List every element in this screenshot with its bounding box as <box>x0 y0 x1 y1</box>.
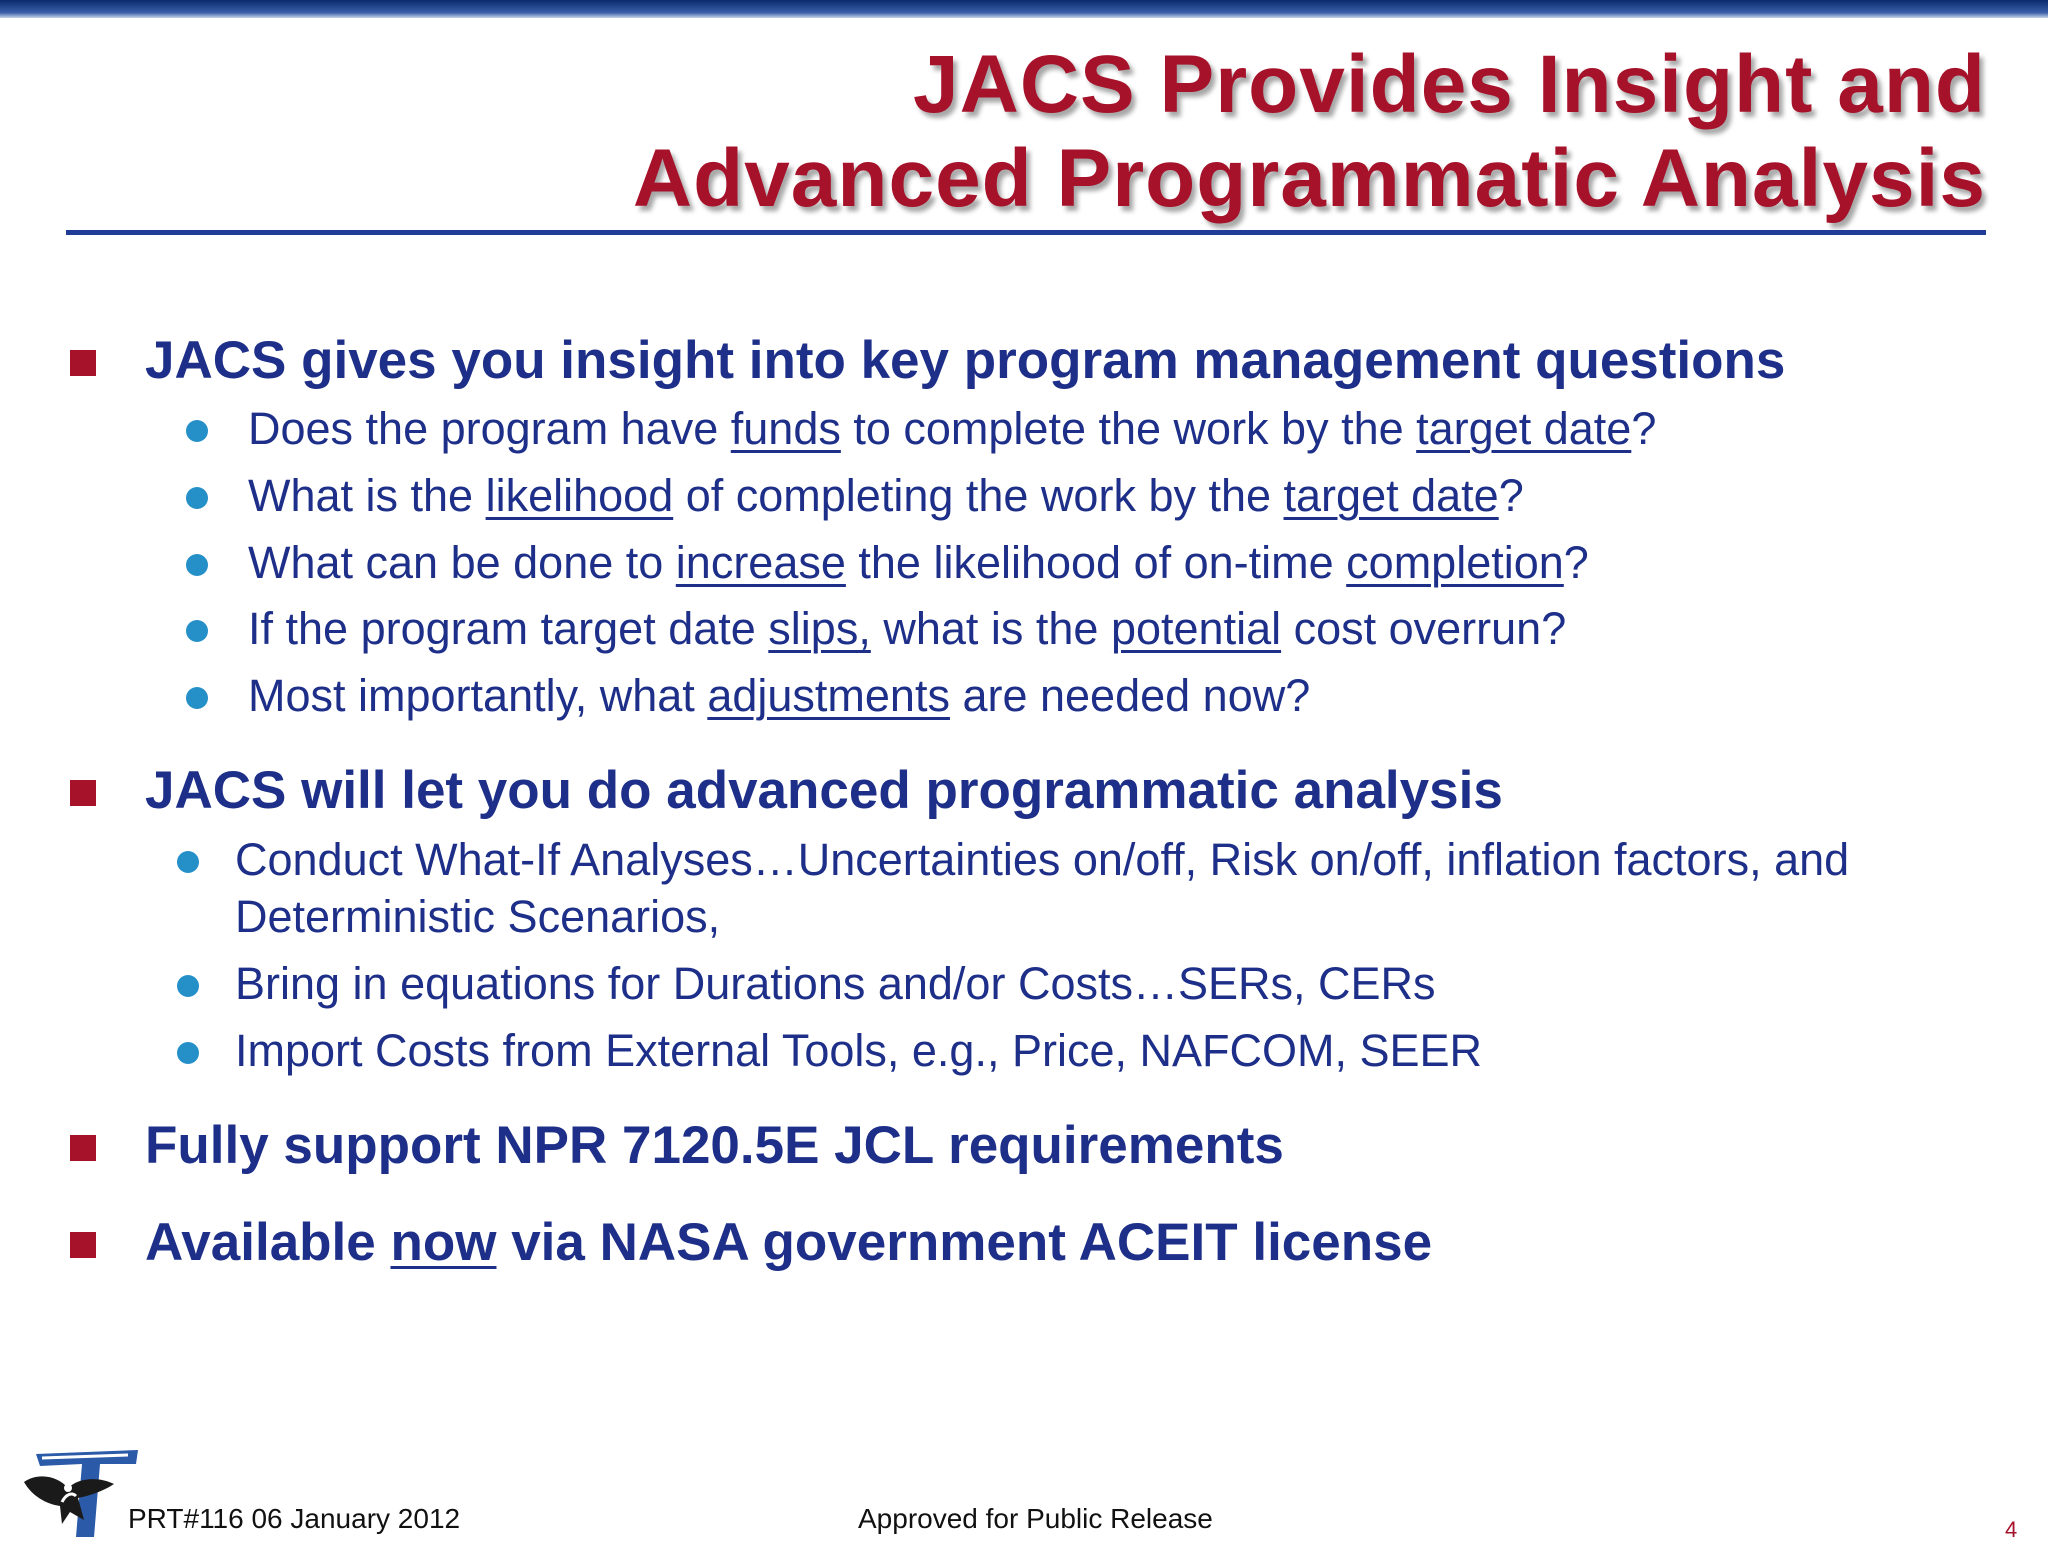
bullet-heading-insight <box>145 330 1785 391</box>
list-item: Most importantly, what adjustments are needed now? <box>248 667 1310 725</box>
bullet-heading-npr <box>145 1115 1284 1176</box>
title-line-2: Advanced Programmatic Analysis <box>632 133 1986 224</box>
square-bullet-icon <box>70 350 96 376</box>
list-item: Conduct What-If Analyses…Uncertainties on/off, Risk on/off, inflation factors, and <box>235 831 1849 889</box>
heading-text: JACS will let you do advanced programmatic analysis <box>145 761 1503 820</box>
list-item: What is the likelihood of completing the work by the target date? <box>248 467 1524 525</box>
round-bullet-icon <box>177 1042 199 1064</box>
list-item: Import Costs from External Tools, e.g., Price, NAFCOM, SEER <box>235 1022 1482 1080</box>
list-item: What can be done to increase the likelihood of on-time completion? <box>248 534 1589 592</box>
page-number: 4 <box>2005 1517 2018 1542</box>
round-bullet-icon <box>177 851 199 873</box>
footer-doc-id: PRT#116 06 January 2012 <box>128 1503 461 1534</box>
list-item: Bring in equations for Durations and/or Costs…SERs, CERs <box>235 955 1436 1013</box>
heading-text: JACS gives you insight into key program management questions <box>145 331 1786 390</box>
round-bullet-icon <box>186 487 208 509</box>
list-item-continuation: Deterministic Scenarios, <box>235 891 721 942</box>
title-line-1: JACS Provides Insight and <box>913 39 1986 130</box>
round-bullet-icon <box>186 420 208 442</box>
list-item: Does the program have funds to complete the work by the target date? <box>248 400 1656 458</box>
round-bullet-icon <box>186 687 208 709</box>
round-bullet-icon <box>186 620 208 642</box>
square-bullet-icon <box>70 1232 96 1258</box>
bullet-heading-availability: Available now via NASA government ACEIT license <box>145 1212 1432 1273</box>
bullet-heading-analysis <box>145 760 1503 821</box>
round-bullet-icon <box>186 554 208 576</box>
square-bullet-icon <box>70 1135 96 1161</box>
footer-release-note: Approved for Public Release <box>858 1503 1213 1534</box>
list-item: If the program target date slips, what is the potential cost overrun? <box>248 600 1566 658</box>
round-bullet-icon <box>177 975 199 997</box>
heading-text: Fully support NPR 7120.5E JCL requirements <box>145 1116 1284 1175</box>
square-bullet-icon <box>70 780 96 806</box>
